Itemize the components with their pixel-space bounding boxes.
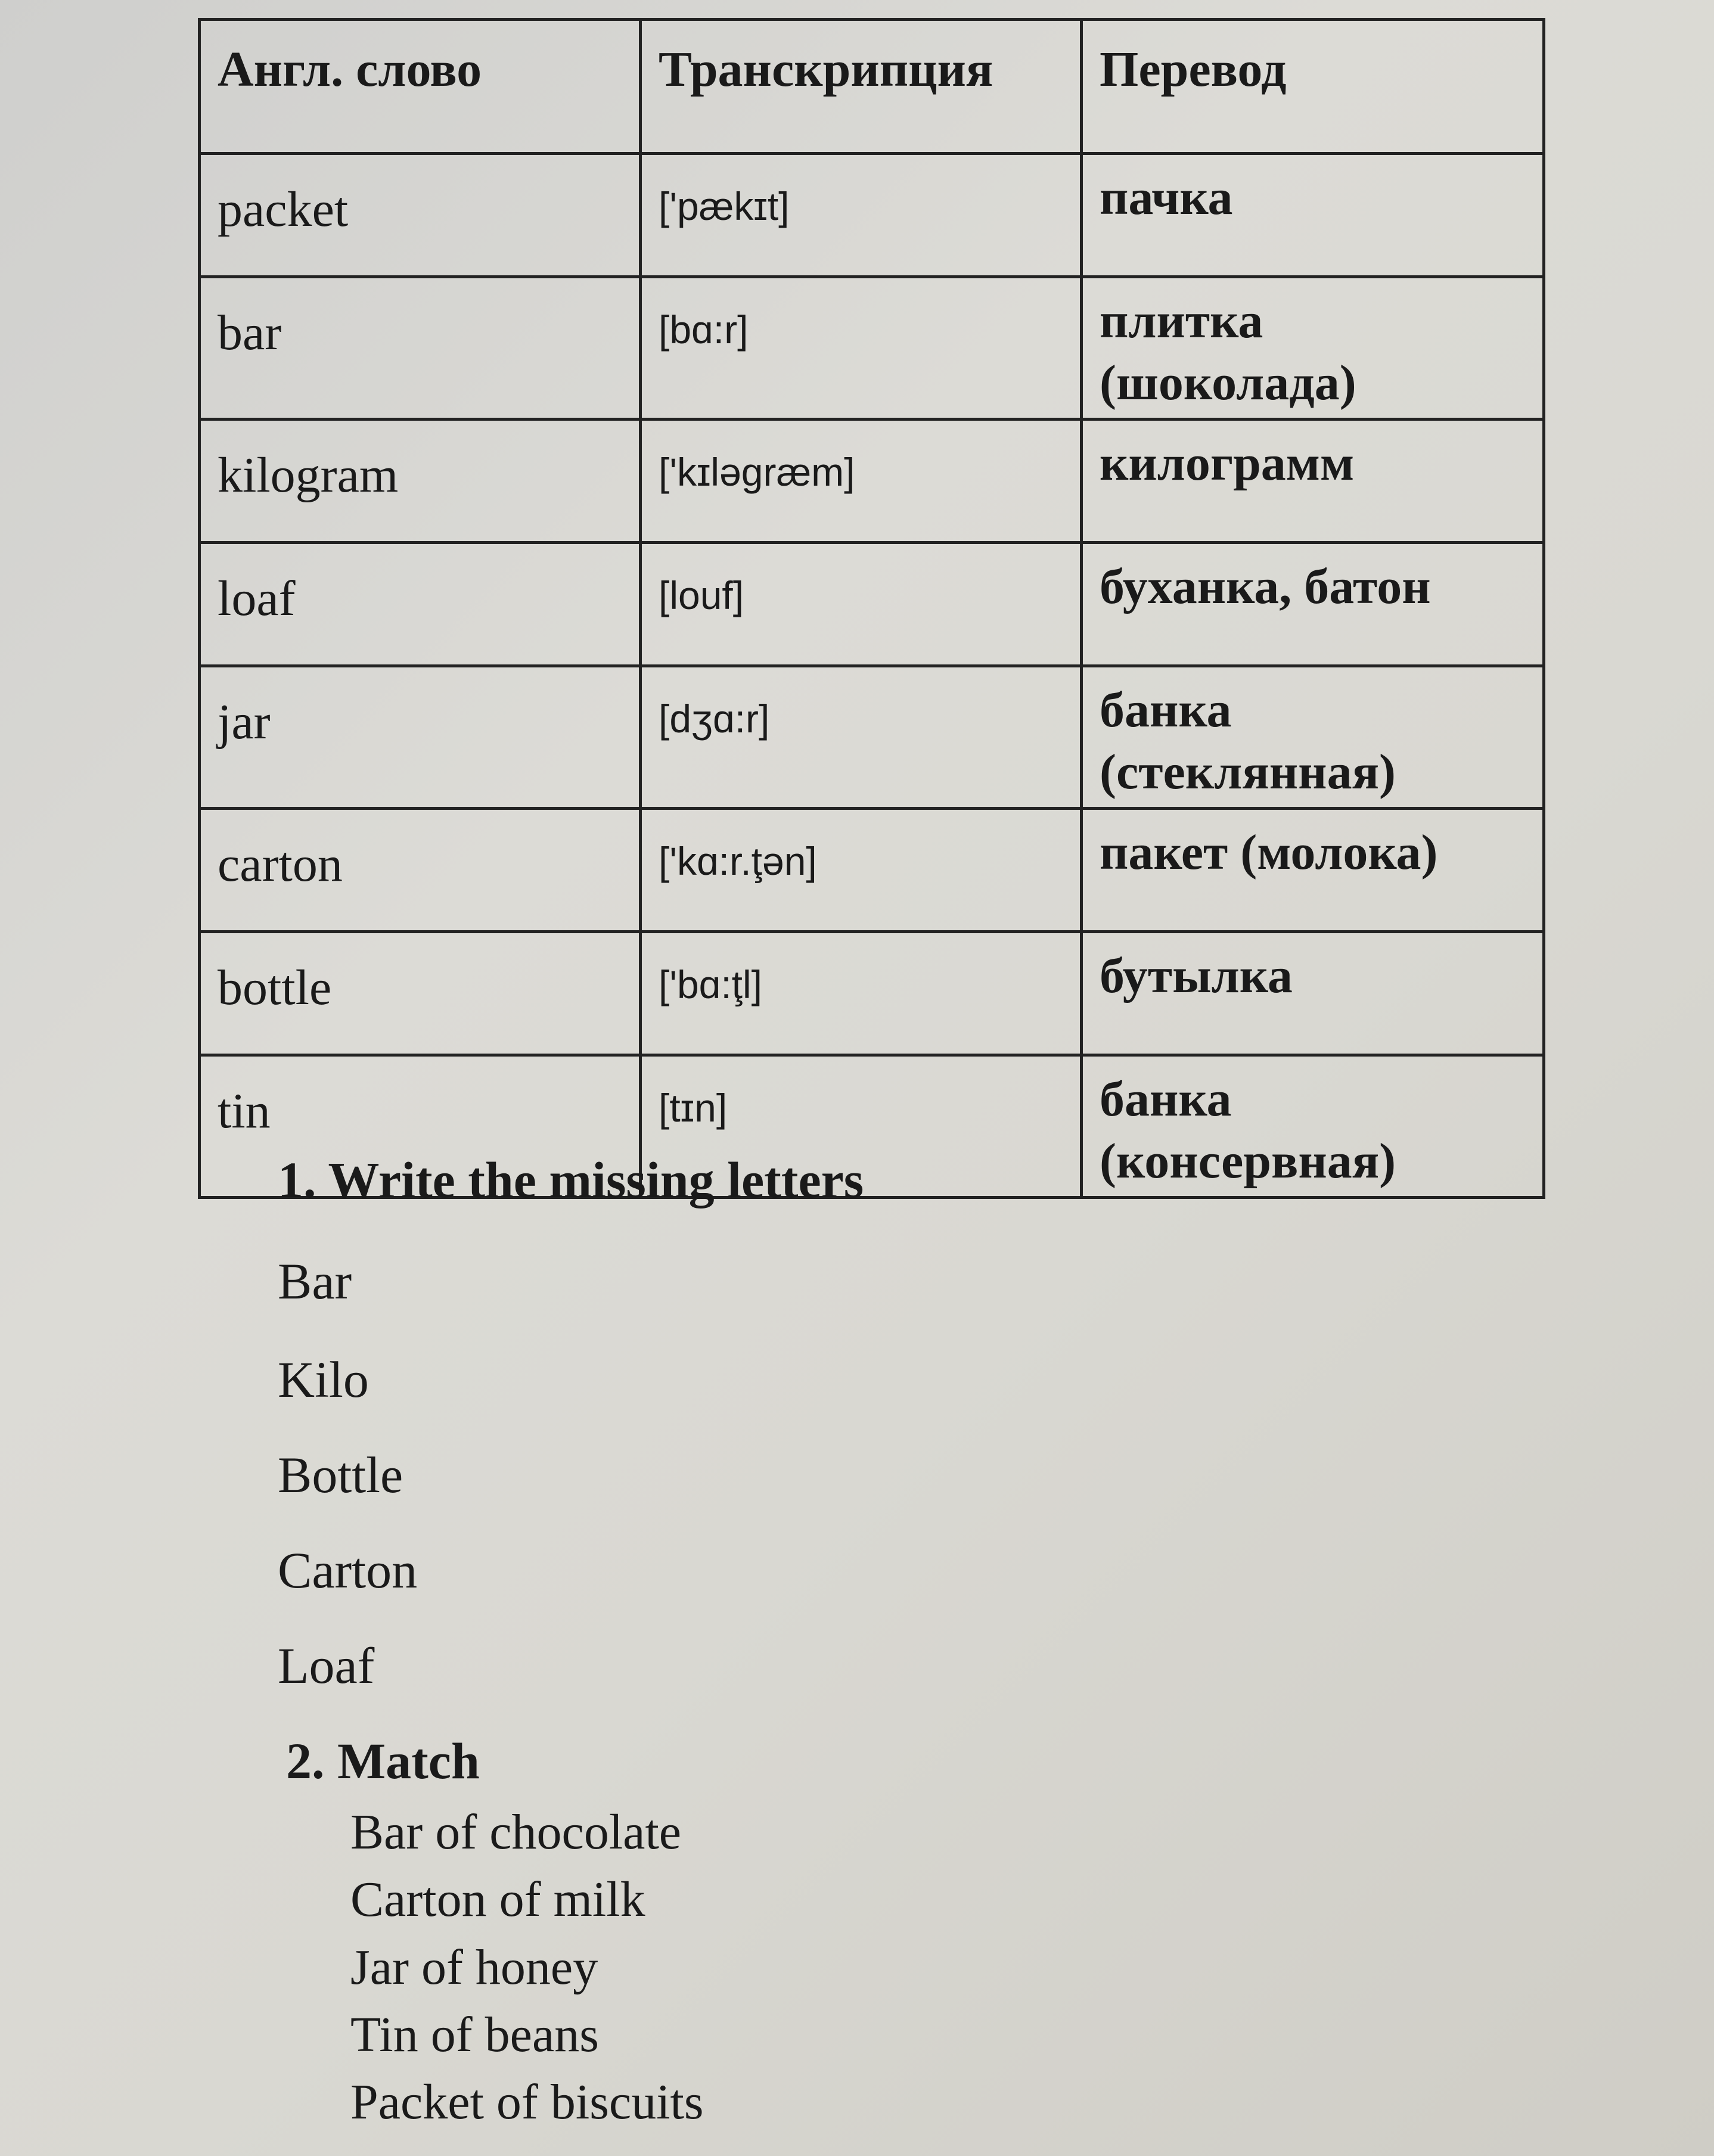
exercise-2-item: Tin of beans [350, 2007, 599, 2062]
transcription-cell: [bɑ:r] [641, 277, 1082, 420]
transcription-cell: [tɪn] [641, 1055, 1082, 1198]
header-transcription: Транскрипция [641, 20, 1082, 154]
exercise-1-title: 1. Write the missing letters [278, 1151, 864, 1209]
table-row [200, 809, 1544, 932]
exercise-2-item: Packet of biscuits [350, 2074, 704, 2130]
table-row [200, 543, 1544, 666]
transcription-cell: ['kɪləgræm] [641, 420, 1082, 543]
exercise-2-item: Carton of milk [350, 1872, 645, 1927]
word-cell: tin [200, 1055, 641, 1198]
transcription-cell: ['kɑ:r.ţən] [641, 809, 1082, 932]
exercise-1-item: Bar [278, 1253, 352, 1310]
vocabulary-table [198, 18, 1545, 1199]
exercise-2-item: Jar of honey [350, 1940, 598, 1995]
transcription-cell: ['pækɪt] [641, 154, 1082, 277]
exercise-2-item: Bar of chocolate [350, 1804, 682, 1860]
word-cell: bar [200, 277, 641, 420]
exercise-1-item: Carton [278, 1542, 418, 1599]
transcription-cell: [dʒɑ:r] [641, 666, 1082, 809]
word-cell: carton [200, 809, 641, 932]
exercise-1-item: Loaf [278, 1637, 375, 1694]
transcription-cell: ['bɑ:ţl] [641, 932, 1082, 1055]
transcription-cell: [louf] [641, 543, 1082, 666]
header-english-word: Англ. слово [200, 20, 641, 154]
translation-cell: банка (консервная) [1082, 1055, 1544, 1198]
translation-cell: пакет (молока) [1082, 809, 1544, 932]
translation-cell: пачка [1082, 154, 1544, 277]
table-row [200, 154, 1544, 277]
translation-cell: плитка (шоколада) [1082, 277, 1544, 420]
table-header-row [200, 20, 1544, 154]
header-translation: Перевод [1082, 20, 1544, 154]
table-row [200, 420, 1544, 543]
exercise-1-item: Bottle [278, 1446, 403, 1503]
word-cell: packet [200, 154, 641, 277]
table-row [200, 932, 1544, 1055]
translation-cell: бутылка [1082, 932, 1544, 1055]
word-cell: bottle [200, 932, 641, 1055]
word-cell: kilogram [200, 420, 641, 543]
word-cell: jar [200, 666, 641, 809]
translation-cell: буханка, батон [1082, 543, 1544, 666]
exercise-2-title: 2. Match [286, 1732, 480, 1790]
table-row [200, 277, 1544, 420]
word-cell: loaf [200, 543, 641, 666]
translation-cell: килограмм [1082, 420, 1544, 543]
table-row [200, 666, 1544, 809]
translation-cell: банка (стеклянная) [1082, 666, 1544, 809]
exercise-1-item: Kilo [278, 1351, 369, 1408]
